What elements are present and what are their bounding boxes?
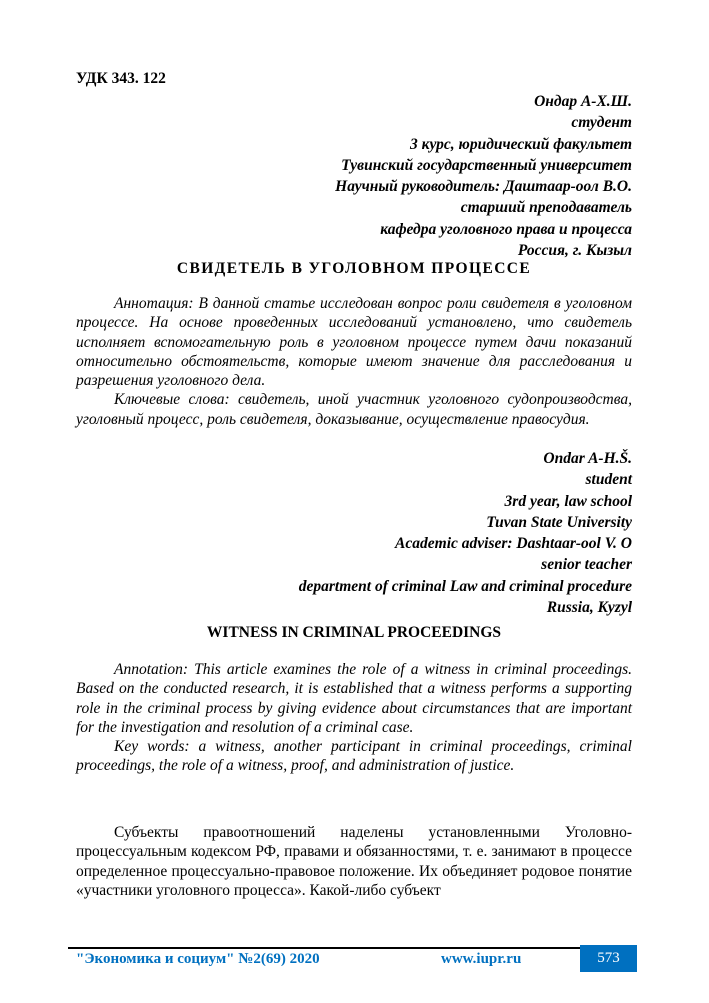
udk-code: УДК 343. 122 <box>76 70 166 87</box>
department: department of criminal Law and criminal procedure <box>298 577 632 595</box>
article-body <box>76 823 632 900</box>
author-name: Ondar A-H.Š. <box>543 450 632 467</box>
advisor-position: senior teacher <box>541 556 632 574</box>
location: Russia, Kyzyl <box>546 599 632 617</box>
abstract-en <box>76 660 632 776</box>
scientific-advisor: Научный руководитель: Даштаар-оол В.О. <box>335 178 632 196</box>
scientific-advisor: Academic adviser: Dashtaar-ool V. O <box>395 535 632 553</box>
footer-divider <box>68 947 580 949</box>
article-title-ru: СВИДЕТЕЛЬ В УГОЛОВНОМ ПРОЦЕССЕ <box>176 260 532 277</box>
author-course: 3 курс, юридический факультет <box>410 135 632 153</box>
author-university: Тувинский государственный университет <box>341 156 632 174</box>
keywords-ru: Ключевые слова: свидетель, иной участник уголовного судопроизводства, уголовный процесс, роль свидетеля, доказывание, осуществление правосудия. <box>76 391 632 428</box>
abstract-ru <box>76 294 632 429</box>
department: кафедра уголовного права и процесса <box>380 220 632 238</box>
article-title-en: WITNESS IN CRIMINAL PROCEEDINGS <box>206 624 502 641</box>
body-paragraph: Субъекты правоотношений наделены установленными Уголовно-процессуальным кодексом РФ, правами и обязанностями, т. е. занимают в процессе определенное процессуально-правовое положение. Их объединяет родовое понятие «участники уголовного процесса». Какой-либо субъект <box>76 824 632 899</box>
footer-journal-name: "Экономика и социум" №2(69) 2020 <box>76 951 320 967</box>
author-course: 3rd year, law school <box>504 492 632 510</box>
location: Россия, г. Кызыл <box>517 242 632 260</box>
author-status: student <box>585 471 632 489</box>
author-university: Tuvan State University <box>486 513 632 531</box>
footer-website-link[interactable]: www.iupr.ru <box>441 951 522 967</box>
author-info-ru <box>335 91 632 261</box>
advisor-position: старший преподаватель <box>460 199 632 217</box>
author-name: Ондар А-Х.Ш. <box>534 93 632 110</box>
annotation-en: Annotation: This article examines the role of a witness in criminal proceedings. Based on the conducted research, it is established that a witness performs a supporting role in the criminal process by giving evidence about circumstances that are important for the investigation and resolution of a criminal case. <box>76 661 632 736</box>
keywords-en: Key words: a witness, another participant in criminal proceedings, criminal proceedings, the role of a witness, proof, and administration of justice. <box>76 738 632 775</box>
page-number-badge: 573 <box>580 945 637 972</box>
author-info-en <box>299 448 632 618</box>
author-status: студент <box>571 114 632 132</box>
annotation-ru: Аннотация: В данной статье исследован вопрос роли свидетеля в уголовном процессе. На основе проведенных исследований установлено, что свидетель исполняет вспомогательную роль в уголовном процессе путем дачи показаний относительно обстоятельств, которые имеют значение для расследования и разрешения уголовного дела. <box>76 295 632 390</box>
